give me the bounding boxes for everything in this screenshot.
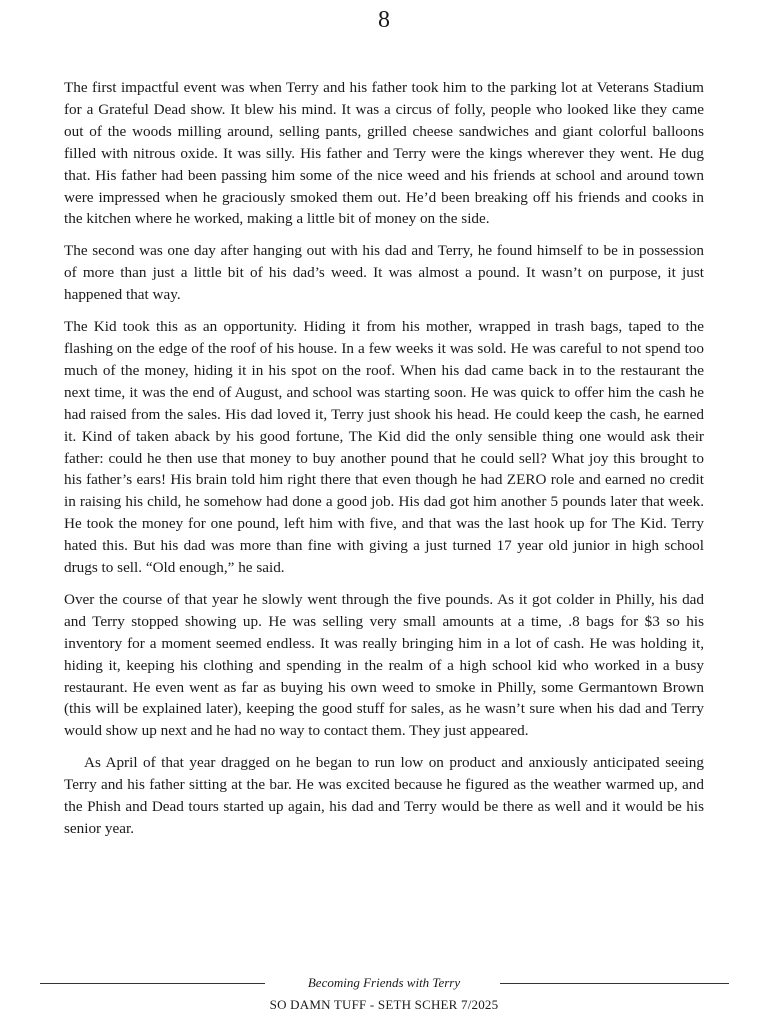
paragraph: As April of that year dragged on he began to run low on product and anxiously anticipated seeing Terry and his father sitting at the bar. He was excited because he figured as the weather warmed up, and the Phish and Dead tours started up again, his dad and Terry would be there as well and it would be his senior year.: [64, 754, 704, 837]
page-number: 8: [378, 7, 390, 33]
paragraph: The first impactful event was when Terry and his father took him to the parking lot at Veterans Stadium for a Grateful Dead show. It blew his mind. It was a circus of folly, people who looked like they came out of the woods milling around, selling pants, grilled cheese sandwiches and giant colorful balloons filled with nitrous oxide. It was silly. His father and Terry were the kings wherever they went. He dug that. His father had been passing him some of the nice weed and his friends at school and around town were impressed when he graciously smoked them out. He’d been breaking off his friends and cooks in the kitchen where he worked, making a little bit of money on the side.: [64, 79, 704, 228]
paragraph: Over the course of that year he slowly went through the five pounds. As it got colder in Philly, his dad and Terry stopped showing up. He was selling very small amounts at a time, .8 bags for $3 so his inventory for a moment seemed endless. It was really bringing him in a lot of cash. He was holding it, hiding it, keeping his clothing and spending in the realm of a high school kid who worked in a busy restaurant. He even went as far as buying his own weed to smoke in Philly, some Germantown Brown (this will be explained later), keeping the good stuff for sales, as he wasn’t sure when his dad and Terry would show up next and he had no way to contact them. They just appeared.: [64, 590, 704, 740]
footer-chapter-title: Becoming Friends with Terry: [307, 975, 461, 990]
paragraph: The Kid took this as an opportunity. Hiding it from his mother, wrapped in trash bags, taped to the flashing on the edge of the roof of his house. In a few weeks it was sold. He was careful to not spend too much of the money, hiding it in his spot on the roof. When his dad came back in to the restaurant the next time, it was the end of August, and school was starting soon. He was quick to offer him the cash he had raised from the sales. His dad loved it, Terry just shook his head. He could keep the cash, he earned it. Kind of taken aback by his good fortune, The Kid did the only sensible thing one would ask their father: could he then use that money to buy another pound that he could sell? What joy this brought to his father’s ears! His brain told him right there that even though he had ZERO role and earned no credit in raising his child, he somehow had done a good job. His dad got him another 5 pounds later that week. He took the money for one pound, left him with five, and that was the last hook up for The Kid. Terry hated this. But his dad was more than fine with giving a just turned 17 year old junior in high school drugs to sell. “Old enough,” he said.: [64, 318, 704, 577]
paragraph: The second was one day after hanging out with his dad and Terry, he found himself to be in possession of more than just a little bit of his dad’s weed. It was almost a pound. It wasn’t on purpose, it just happened that way.: [64, 242, 704, 304]
footer-credit: SO DAMN TUFF - SETH SCHER 7/2025: [269, 997, 499, 1012]
body-text: [64, 77, 704, 850]
